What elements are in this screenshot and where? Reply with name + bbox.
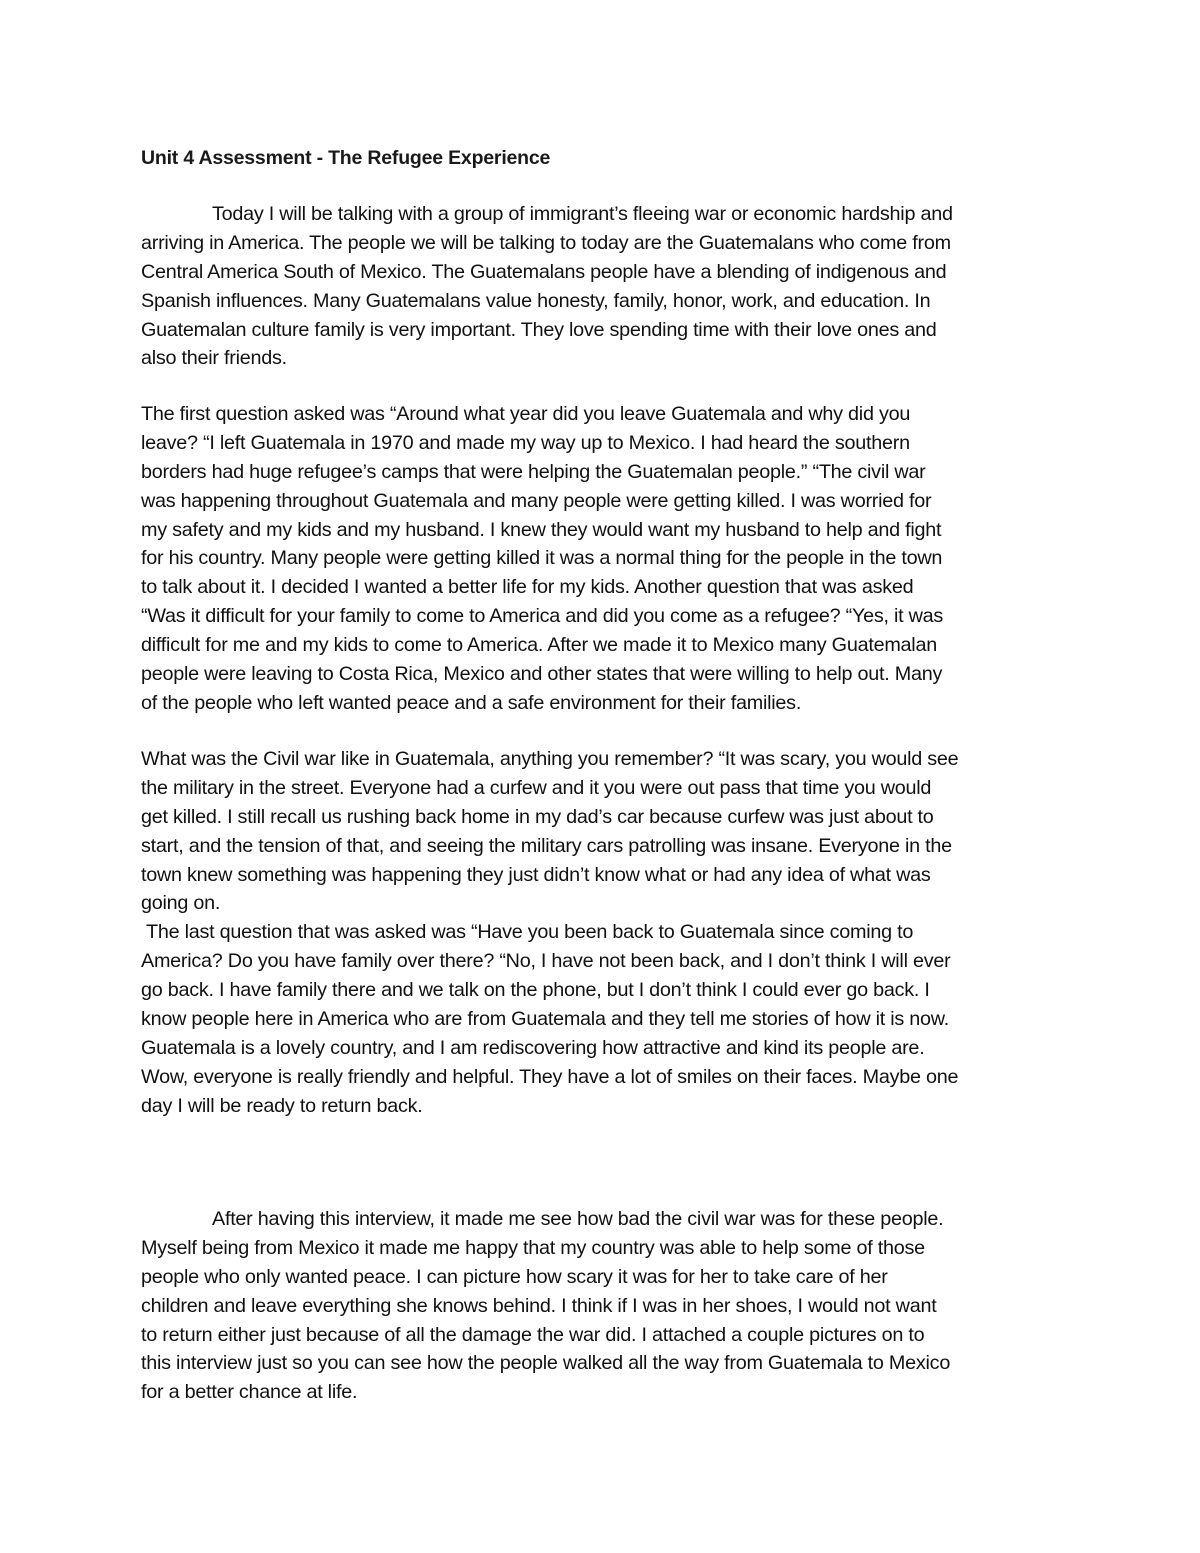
document-title: Unit 4 Assessment - The Refugee Experience bbox=[141, 147, 551, 169]
paragraph-line: of the people who left wanted peace and a safe environment for their families. bbox=[141, 691, 802, 714]
paragraph-line: to return either just because of all the damage the war did. I attached a couple pictures on to bbox=[141, 1323, 925, 1346]
paragraph-line: “Was it difficult for your family to come to America and did you come as a refugee? “Yes, it was bbox=[141, 605, 944, 628]
paragraph-line: America? Do you have family over there? “No, I have not been back, and I don’t think I will ever bbox=[141, 950, 951, 973]
paragraph-line: The last question that was asked was “Have you been back to Guatemala since coming to bbox=[146, 921, 914, 944]
paragraph-line: get killed. I still recall us rushing back home in my dad’s car because curfew was just about to bbox=[141, 805, 934, 828]
paragraph-line: Wow, everyone is really friendly and helpful. They have a lot of smiles on their faces. Maybe one bbox=[141, 1065, 959, 1088]
paragraph-line: difficult for me and my kids to come to America. After we made it to Mexico many Guatemalan bbox=[141, 634, 937, 657]
paragraph-line: start, and the tension of that, and seeing the military cars patrolling was insane. Everyone in the bbox=[141, 834, 952, 857]
paragraph-line: people who only wanted peace. I can picture how scary it was for her to take care of her bbox=[141, 1265, 888, 1288]
paragraph-line: go back. I have family there and we talk on the phone, but I don’t think I could ever go back. I bbox=[141, 979, 930, 1002]
paragraph-line: the military in the street. Everyone had a curfew and it you were out pass that time you would bbox=[141, 776, 932, 799]
paragraph-line: town knew something was happening they just didn’t know what or had any idea of what was bbox=[141, 863, 931, 886]
paragraph-line: arriving in America. The people we will be talking to today are the Guatemalans who come from bbox=[141, 231, 951, 254]
paragraph-line: day I will be ready to return back. bbox=[141, 1094, 423, 1117]
paragraph-line: to talk about it. I decided I wanted a better life for my kids. Another question that was asked bbox=[141, 576, 914, 599]
paragraph-line: leave? “I left Guatemala in 1970 and made my way up to Mexico. I had heard the southern bbox=[141, 431, 910, 454]
paragraph-line: Central America South of Mexico. The Guatemalans people have a blending of indigenous and bbox=[141, 260, 947, 283]
paragraph-line: for his country. Many people were getting killed it was a normal thing for the people in the town bbox=[141, 547, 943, 570]
paragraph-line: Myself being from Mexico it made me happy that my country was able to help some of those bbox=[141, 1236, 925, 1259]
paragraph-line: also their friends. bbox=[141, 347, 287, 370]
paragraph-line: What was the Civil war like in Guatemala, anything you remember? “It was scary, you would see bbox=[141, 748, 959, 770]
paragraph-line: know people here in America who are from Guatemala and they tell me stories of how it is now. bbox=[141, 1008, 949, 1031]
paragraph-first-question bbox=[141, 400, 943, 718]
paragraph-reflection bbox=[141, 1205, 950, 1407]
paragraph-line: going on. bbox=[141, 892, 221, 915]
paragraph-line: Today I will be talking with a group of immigrant’s fleeing war or economic hardship and bbox=[212, 203, 953, 225]
paragraph-line: The first question asked was “Around what year did you leave Guatemala and why did you bbox=[141, 403, 911, 425]
paragraph-line: children and leave everything she knows behind. I think if I was in her shoes, I would not want bbox=[141, 1294, 937, 1317]
paragraph-line: people were leaving to Costa Rica, Mexico and other states that were willing to help out. Many bbox=[141, 663, 943, 686]
paragraph-line: borders had huge refugee’s camps that were helping the Guatemalan people.” “The civil war bbox=[141, 460, 926, 483]
paragraph-line: my safety and my kids and my husband. I knew they would want my husband to help and fight bbox=[141, 518, 942, 541]
paragraph-line: Guatemala is a lovely country, and I am rediscovering how attractive and kind its people are. bbox=[141, 1036, 925, 1059]
paragraph-line: was happening throughout Guatemala and many people were getting killed. I was worried for bbox=[141, 489, 932, 512]
paragraph-line: this interview just so you can see how the people walked all the way from Guatemala to Mexico bbox=[141, 1352, 951, 1375]
paragraph-line: Spanish influences. Many Guatemalans value honesty, family, honor, work, and education. In bbox=[141, 289, 931, 312]
paragraph-line: for a better chance at life. bbox=[141, 1381, 358, 1404]
paragraph-line: After having this interview, it made me see how bad the civil war was for these people. bbox=[212, 1208, 944, 1230]
paragraph-line: Guatemalan culture family is very important. They love spending time with their love ones and bbox=[141, 318, 937, 341]
paragraph-civil-war bbox=[141, 745, 958, 1121]
paragraph-intro bbox=[141, 200, 953, 373]
